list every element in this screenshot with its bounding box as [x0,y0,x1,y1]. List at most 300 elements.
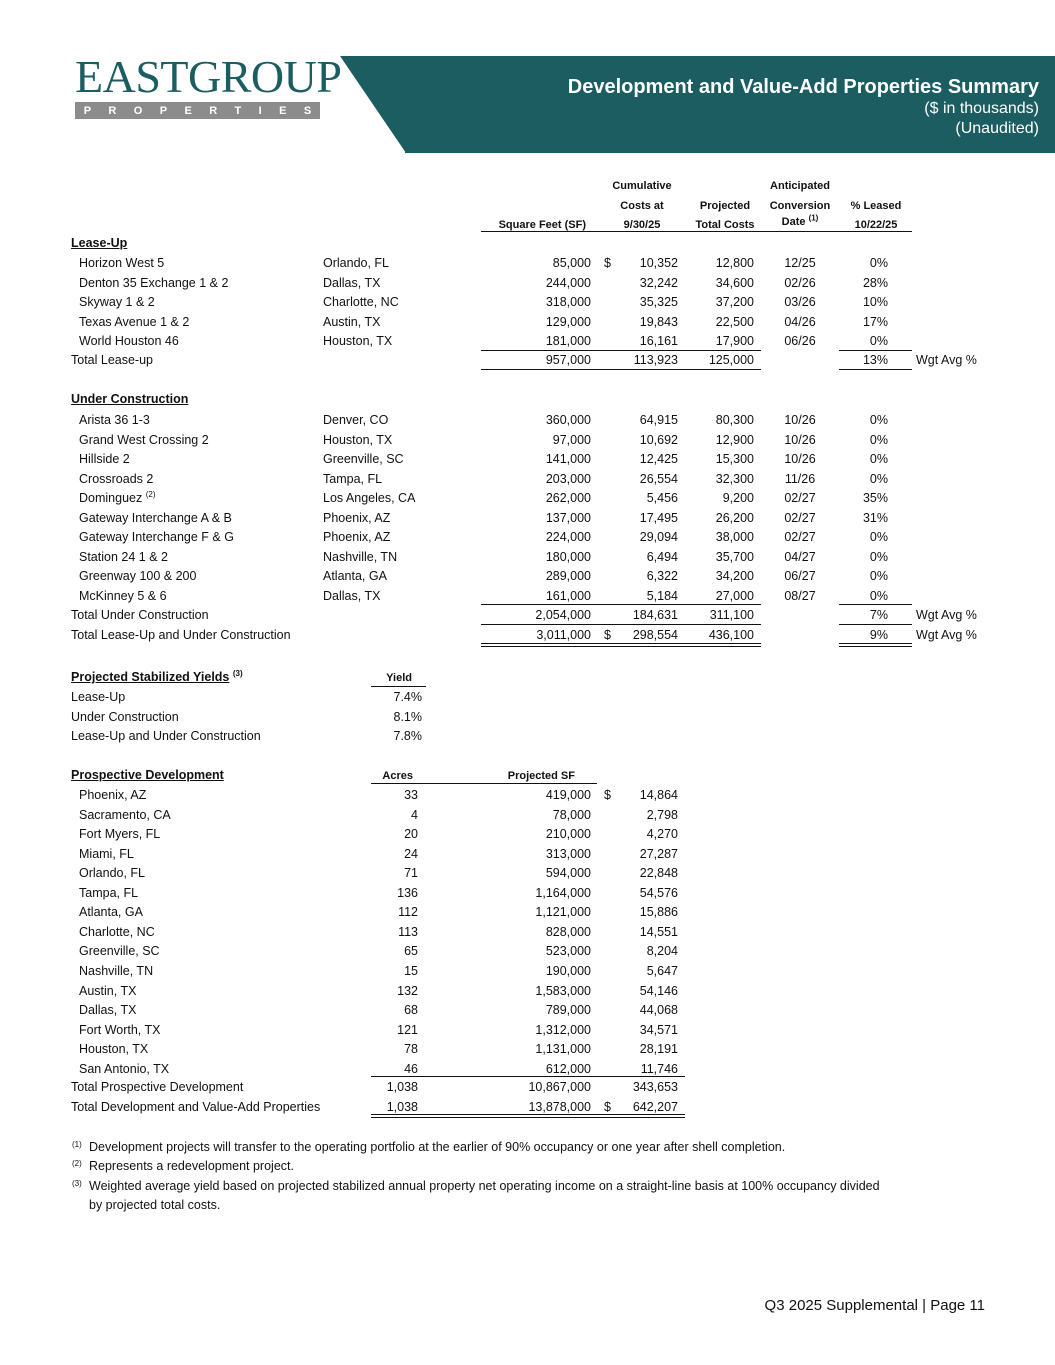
pct-value: 9% [869,628,888,642]
under-construction-row [0,508,1055,528]
sf-value: 523,000 [545,944,591,959]
conversion-date: 04/27 [784,549,816,564]
prospective-header-rule [371,783,597,784]
currency-symbol: $ [604,256,611,270]
prospective-row [0,785,1055,805]
cost-value: 17,495 [639,510,678,525]
sf-value: 957,000 [545,353,591,367]
col-header-cumulative-2: Costs at [620,200,664,212]
footnote-ref: (2) [145,489,156,499]
acres-value: 1,038 [386,1100,418,1114]
prospective-row [0,883,1055,903]
acres-value: 132 [397,983,418,998]
property-name: Grand West Crossing 2 [79,432,209,447]
pct-value: 31% [862,510,888,525]
pct-value: 0% [869,256,888,270]
yield-row [0,707,1055,727]
under-construction-row [0,430,1055,450]
page-footer: Q3 2025 Supplemental | Page 11 [764,1297,985,1314]
property-location: Greenville, SC [323,452,404,466]
conversion-date: 02/26 [784,275,816,290]
logo-letter: P [159,104,168,117]
lease-up-row [0,312,1055,332]
cost-value: 54,146 [639,983,678,998]
market-name: Greenville, SC [79,944,160,959]
property-name: Horizon West 5 [79,256,165,270]
sf-value: 594,000 [545,866,591,881]
property-name: Texas Avenue 1 & 2 [79,314,190,329]
property-location: Houston, TX [323,432,393,447]
section-heading-yields [71,669,243,685]
cost-value: 22,848 [639,866,678,881]
property-location: Los Angeles, CA [323,491,416,505]
logo-subtitle-bar [75,102,320,119]
section-heading-prospective: Prospective Development [71,768,224,782]
total-value: 26,200 [715,510,754,525]
conversion-date: 10/26 [784,432,816,447]
property-location: Tampa, FL [323,471,383,486]
col-header-yield: Yield [386,672,412,684]
cost-value: 28,191 [639,1042,678,1057]
under-construction-row [0,410,1055,430]
prospective-row [0,863,1055,883]
total-lease-up-and-construction-row [0,625,1055,645]
pct-value: 17% [862,314,888,329]
cost-value: 5,184 [646,588,678,603]
footnote-mark: (3) [72,1179,82,1188]
sf-value: 419,000 [545,788,591,802]
logo-letter: T [234,104,242,117]
pct-value: 7% [869,608,888,622]
prospective-row [0,844,1055,864]
sf-value: 190,000 [545,963,591,978]
logo-wordmark: EASTGROUP [75,51,342,102]
banner-notch [340,56,406,153]
acres-value: 113 [398,924,418,939]
conversion-date: 10/26 [784,452,816,466]
property-name-cell [79,490,156,506]
yield-value: 7.8% [393,729,422,743]
cost-value: 19,843 [639,314,678,329]
cost-value: 343,653 [632,1080,678,1094]
col-header-anticipated-1: Anticipated [770,180,830,192]
yield-label: Lease-Up and Under Construction [71,729,261,743]
acres-value: 71 [404,866,418,881]
logo-letter: R [209,104,218,117]
cost-value: 26,554 [639,471,678,486]
prospective-row [0,824,1055,844]
property-name-cell [79,451,130,467]
under-construction-row [0,586,1055,606]
total-value: 17,900 [715,334,754,348]
conversion-date: 04/26 [784,314,816,329]
col-header-leased-1: % Leased [850,200,902,212]
property-name-cell [79,510,232,526]
sf-value: 10,867,000 [528,1080,591,1094]
acres-value: 46 [404,1061,418,1076]
cost-value: 14,864 [639,788,678,802]
sf-value: 210,000 [545,827,591,842]
sf-value: 289,000 [545,569,591,583]
conversion-date: 02/27 [784,510,816,525]
wgt-avg-note: Wgt Avg % [916,353,977,367]
cost-value: 10,352 [639,256,678,270]
total-lease-up-row [0,350,1055,370]
currency-symbol: $ [604,788,611,802]
col-header-square-feet: Square Feet (SF) [498,219,586,231]
cost-value: 184,631 [632,608,678,622]
property-name-cell [79,432,209,448]
total-value: 34,600 [715,275,754,290]
property-location: Dallas, TX [323,275,381,290]
sf-value: 1,164,000 [535,885,591,900]
property-name: Gateway Interchange F & G [79,530,234,544]
sf-value: 137,000 [545,510,591,525]
yield-row [0,726,1055,746]
property-name: Arista 36 1-3 [79,413,150,427]
sf-value: 203,000 [545,471,591,486]
total-rule [481,369,761,370]
market-name: San Antonio, TX [79,1061,170,1076]
cost-value: 34,571 [639,1022,678,1037]
property-name-cell [79,549,168,565]
sf-value: 2,054,000 [535,608,591,622]
total-value: 27,000 [715,588,754,603]
cost-value: 5,647 [646,963,678,978]
market-name: Miami, FL [79,846,134,861]
property-name: Skyway 1 & 2 [79,295,155,309]
yields-heading-text: Projected Stabilized Yields [71,670,230,684]
acres-value: 78 [404,1042,418,1057]
conversion-date: 06/27 [784,569,816,583]
property-location: Austin, TX [323,314,381,329]
sf-value: 1,121,000 [535,905,591,920]
pct-value: 0% [869,471,888,486]
logo-letter: I [258,104,262,117]
cost-value: 35,325 [639,295,678,309]
logo-letter: O [133,104,143,117]
pct-value: 0% [869,569,888,583]
lease-up-row [0,253,1055,273]
cost-value: 5,456 [646,491,678,505]
conversion-date: 08/27 [784,588,816,603]
property-location: Nashville, TN [323,549,398,564]
total-value: 15,300 [715,452,754,466]
pct-value: 10% [862,295,888,309]
cost-value: 32,242 [639,275,678,290]
row-label: Total Prospective Development [71,1080,244,1094]
total-value: 34,200 [715,569,754,583]
row-label: Total Under Construction [71,608,209,622]
prospective-row [0,805,1055,825]
sf-value: 3,011,000 [536,628,591,642]
header-rule [481,231,912,232]
logo-letter: E [184,104,192,117]
sf-value: 244,000 [545,275,591,290]
property-location: Phoenix, AZ [323,510,391,525]
cost-value: 10,692 [639,432,678,447]
total-value: 125,000 [708,353,754,367]
row-label: Total Development and Value-Add Properties [71,1100,321,1114]
property-name: World Houston 46 [79,334,179,348]
prospective-row [0,1020,1055,1040]
footnote-mark: (2) [72,1159,82,1168]
total-value: 32,300 [715,471,754,486]
under-construction-row [0,566,1055,586]
sf-value: 97,000 [552,432,591,447]
acres-value: 65 [404,944,418,959]
col-header-cumulative-3: 9/30/25 [623,219,661,231]
currency-symbol: $ [604,628,611,642]
page-subtitle-audit: (Unaudited) [955,120,1039,137]
total-under-construction-row [0,605,1055,625]
sf-value: 318,000 [545,295,591,309]
row-label: Total Lease-up [71,353,154,367]
sf-value: 181,000 [545,334,591,348]
sf-value: 141,000 [545,452,591,466]
col-header-anticipated-2: Conversion [769,200,831,212]
cost-value: 16,161 [639,334,678,348]
footnote-text-cont: by projected total costs. [89,1198,221,1212]
col-header-anticipated-3 [762,214,838,230]
cost-value: 12,425 [639,452,678,466]
total-value: 12,800 [715,256,754,270]
sf-value: 1,312,000 [535,1022,591,1037]
acres-value: 112 [398,905,418,920]
market-name: Sacramento, CA [79,807,171,822]
conversion-date: 06/26 [784,334,816,348]
property-name-cell [79,471,153,487]
acres-value: 33 [404,788,418,802]
grand-total-rule [371,1114,685,1118]
property-name: Station 24 1 & 2 [79,549,168,564]
market-name: Tampa, FL [79,885,139,900]
total-value: 9,200 [722,491,754,505]
sf-value: 1,131,000 [535,1042,591,1057]
header-banner [405,56,1055,153]
market-name: Nashville, TN [79,963,154,978]
total-value: 12,900 [715,432,754,447]
cost-value: 54,576 [639,885,678,900]
page-subtitle-units: ($ in thousands) [924,100,1039,117]
property-name-cell [79,568,196,584]
cost-value: 64,915 [639,413,678,427]
property-name-cell [79,412,150,428]
footnote-text: Weighted average yield based on projected stabilized annual property net operating income on a straight-line basis at 100% occupancy divided [89,1179,880,1193]
sf-value: 161,000 [545,588,591,603]
cost-value: 6,322 [646,569,678,583]
acres-value: 1,038 [386,1080,418,1094]
property-location: Phoenix, AZ [323,530,391,544]
property-location: Dallas, TX [323,588,381,603]
property-name: Greenway 100 & 200 [79,569,197,583]
pct-value: 0% [869,432,888,447]
acres-value: 121 [397,1022,418,1037]
logo-letter: P [83,104,92,117]
total-value: 436,100 [708,628,754,642]
prospective-row [0,922,1055,942]
sf-value: 612,000 [545,1061,591,1076]
lease-up-row [0,273,1055,293]
yield-label: Under Construction [71,709,179,724]
pct-value: 0% [869,334,888,348]
logo-letter: E [279,104,287,117]
conversion-date: 02/27 [784,491,816,505]
yield-value: 8.1% [393,709,422,724]
cost-value: 15,886 [639,905,678,920]
sf-value: 1,583,000 [535,983,591,998]
yield-row [0,687,1055,707]
property-name: Hillside 2 [79,452,130,466]
pct-value: 0% [869,588,888,603]
total-rule [839,369,912,370]
pct-value: 35% [862,491,888,505]
sf-value: 85,000 [552,256,591,270]
acres-value: 4 [411,807,418,822]
total-value: 22,500 [715,314,754,329]
cost-value: 14,551 [639,924,678,939]
footnote-text: Development projects will transfer to the operating portfolio at the earlier of 90% occupancy or one year after shell completion. [89,1140,786,1154]
cost-value: 642,207 [632,1100,678,1114]
sf-value: 262,000 [545,491,591,505]
sf-value: 828,000 [545,924,591,939]
col-header-projected-2: Total Costs [695,219,755,231]
property-location: Houston, TX [323,334,393,348]
yield-label: Lease-Up [71,690,126,704]
grand-total-rule [481,643,761,647]
logo-letter: S [303,104,312,117]
grand-total-rule [839,643,912,647]
pct-value: 13% [862,353,888,367]
row-label: Total Lease-Up and Under Construction [71,628,291,642]
cost-value: 113,923 [633,353,678,367]
acres-value: 136 [397,885,418,900]
conversion-date: 02/27 [784,530,816,544]
sf-value: 224,000 [545,530,591,544]
cost-value: 11,746 [640,1061,678,1076]
sf-value: 789,000 [545,1003,591,1018]
section-heading-under-construction: Under Construction [71,392,189,406]
cost-value: 4,270 [646,827,678,842]
cost-value: 8,204 [646,944,678,959]
market-name: Fort Worth, TX [79,1022,161,1037]
market-name: Charlotte, NC [79,924,155,939]
sf-value: 313,000 [545,846,591,861]
company-logo [75,51,342,119]
cost-value: 6,494 [646,549,678,564]
cost-value: 2,798 [646,807,678,822]
prospective-row [0,961,1055,981]
acres-value: 15 [404,963,418,978]
market-name: Austin, TX [79,983,137,998]
col-header-cumulative-1: Cumulative [612,180,672,192]
under-construction-row [0,527,1055,547]
lease-up-row [0,331,1055,351]
logo-letter: R [108,104,117,117]
total-value: 37,200 [715,295,754,309]
wgt-avg-note: Wgt Avg % [916,628,977,642]
sf-value: 180,000 [545,549,591,564]
col-header-acres: Acres [382,770,413,782]
total-prospective-row [0,1077,1055,1097]
market-name: Orlando, FL [79,866,146,881]
yield-value: 7.4% [393,690,422,704]
col-header-date: Date [781,216,806,228]
sf-value: 13,878,000 [528,1100,591,1114]
footnote-mark: (1) [72,1140,82,1149]
property-location: Charlotte, NC [323,295,399,309]
total-value: 38,000 [715,530,754,544]
pct-value: 0% [869,549,888,564]
total-value: 311,100 [709,608,754,622]
property-name: Crossroads 2 [79,471,154,486]
property-name-cell [79,529,234,545]
prospective-row [0,941,1055,961]
under-construction-row [0,469,1055,489]
property-location: Orlando, FL [323,256,390,270]
property-location: Atlanta, GA [323,569,387,583]
lease-up-row [0,292,1055,312]
cost-value: 29,094 [639,530,678,544]
conversion-date: 03/26 [784,295,816,309]
under-construction-row [0,488,1055,508]
col-header-leased-2: 10/22/25 [854,219,898,231]
pct-value: 0% [869,413,888,427]
market-name: Houston, TX [79,1042,149,1057]
market-name: Dallas, TX [79,1003,137,1018]
property-name: Dominguez [79,491,143,505]
prospective-row [0,1000,1055,1020]
prospective-row [0,981,1055,1001]
pct-value: 0% [869,452,888,466]
acres-value: 24 [404,846,418,861]
under-construction-row [0,449,1055,469]
prospective-row [0,1039,1055,1059]
market-name: Fort Myers, FL [79,827,161,842]
market-name: Phoenix, AZ [79,788,147,802]
cost-value: 44,068 [639,1003,678,1018]
property-name: Denton 35 Exchange 1 & 2 [79,275,229,290]
property-location: Denver, CO [323,413,389,427]
footnote-ref: (3) [232,668,243,678]
footnote-text: Represents a redevelopment project. [89,1159,294,1173]
prospective-row [0,902,1055,922]
sf-value: 78,000 [552,807,591,822]
page-title: Development and Value-Add Properties Summary [567,76,1039,98]
total-value: 35,700 [715,549,754,564]
conversion-date: 10/26 [784,413,816,427]
acres-value: 20 [404,827,418,842]
conversion-date: 11/26 [784,471,816,486]
footnote-ref: (1) [808,213,819,223]
property-name: McKinney 5 & 6 [79,588,167,603]
property-name: Gateway Interchange A & B [79,510,232,525]
col-header-projected-sf: Projected SF [507,770,575,782]
wgt-avg-note: Wgt Avg % [916,608,977,622]
section-heading-lease-up: Lease-Up [71,236,128,250]
cost-value: 298,554 [632,628,678,642]
currency-symbol: $ [604,1100,611,1114]
conversion-date: 12/25 [784,256,816,270]
pct-value: 0% [869,530,888,544]
col-header-projected-1: Projected [699,200,751,212]
sf-value: 360,000 [545,413,591,427]
property-name-cell [79,588,167,604]
acres-value: 68 [404,1003,418,1018]
market-name: Atlanta, GA [79,905,143,920]
under-construction-row [0,547,1055,567]
total-value: 80,300 [715,413,754,427]
